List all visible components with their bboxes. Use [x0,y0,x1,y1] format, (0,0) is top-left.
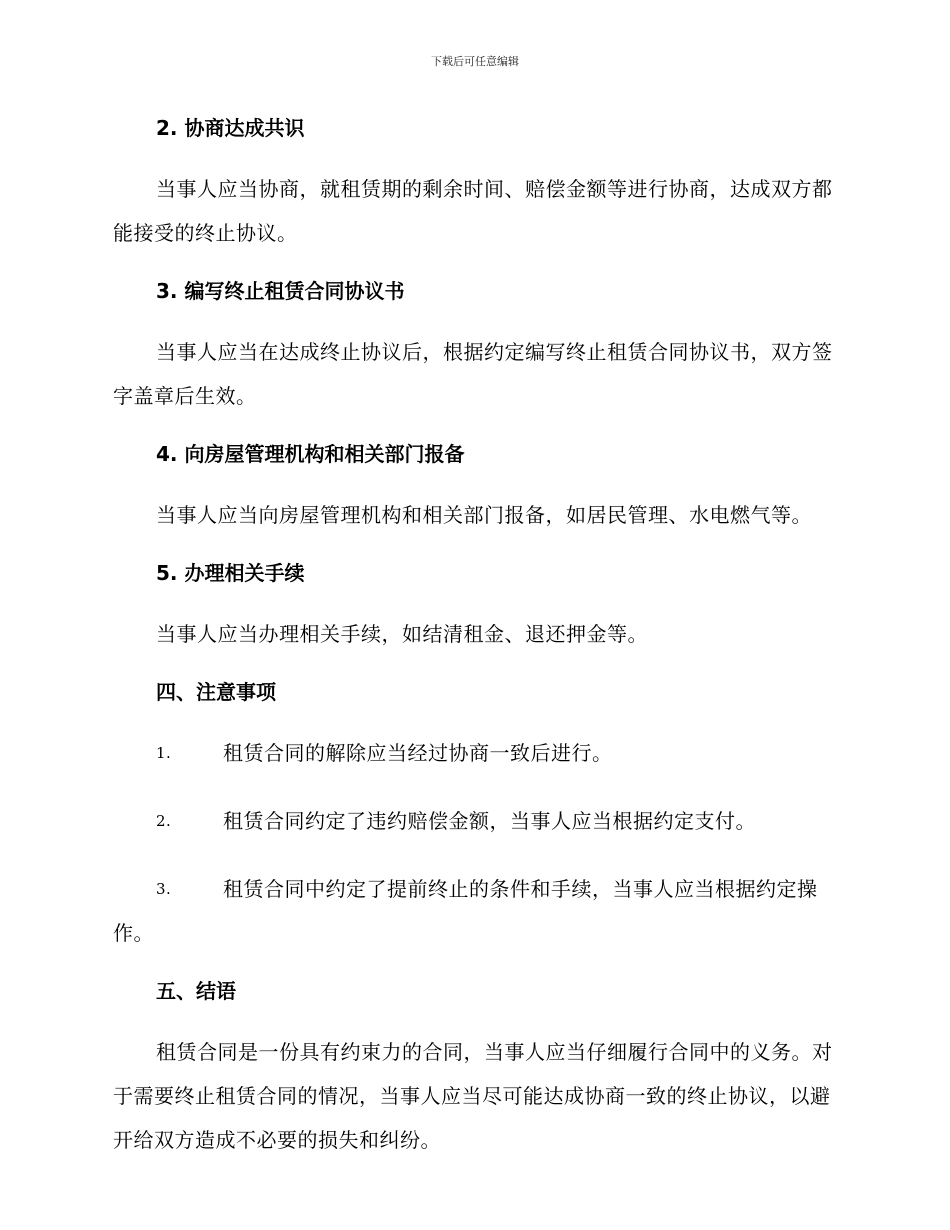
list-item-text: 租赁合同的解除应当经过协商一致后进行。 [223,741,613,765]
list-item-number: 2. [156,812,172,830]
header-note: 下载后可任意编辑 [431,55,519,68]
conclusion-heading: 五、结语 [156,979,236,1003]
section-heading: 2. 协商达成共识 [156,116,305,140]
list-item-number: 3. [156,880,172,898]
section-heading: 3. 编写终止租赁合同协议书 [156,279,405,303]
notes-heading: 四、注意事项 [156,680,276,704]
list-item-text: 租赁合同约定了违约赔偿金额，当事人应当根据约定支付。 [223,809,756,833]
list-item [113,731,835,775]
conclusion-paragraph: 租赁合同是一份具有约束力的合同，当事人应当仔细履行合同中的义务。对于需要终止租赁合同的情况，当事人应当尽可能达成协商一致的终止协议，以避开给双方造成不必要的损失和纠纷。 [113,1040,833,1152]
section-paragraph: 当事人应当在达成终止协议后，根据约定编写终止租赁合同协议书，双方签字盖章后生效。 [113,340,833,408]
list-item [113,799,835,843]
section-paragraph: 当事人应当协商，就租赁期的剩余时间、赔偿金额等进行协商，达成双方都能接受的终止协议。 [113,177,833,245]
section-paragraph: 当事人应当办理相关手续，如结清租金、退还押金等。 [156,622,648,646]
list-item-text: 租赁合同中约定了提前终止的条件和手续，当事人应当根据约定操作。 [113,877,818,945]
list-item-number: 1. [156,744,172,762]
section-heading: 5. 办理相关手续 [156,561,305,585]
list-item [113,867,835,955]
section-heading: 4. 向房屋管理机构和相关部门报备 [156,442,465,466]
document-body [113,112,835,1162]
section-paragraph: 当事人应当向房屋管理机构和相关部门报备，如居民管理、水电燃气等。 [156,503,812,527]
